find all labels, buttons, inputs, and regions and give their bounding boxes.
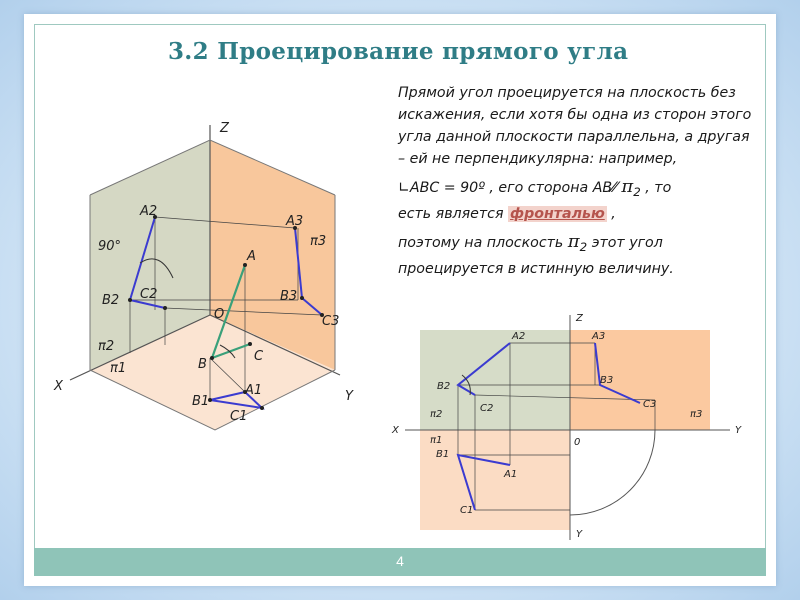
axo-pi3-label: π3: [310, 234, 327, 249]
axo-b3-label: B3: [280, 289, 298, 304]
epure-frontal-plane: [420, 330, 570, 430]
pi-symbol: π: [621, 176, 634, 197]
pi-subscript: 2: [633, 184, 641, 199]
description-line2: [398, 176, 758, 203]
frontal-term-link[interactable]: фронталью: [510, 205, 605, 222]
pi2-subscript: 2: [579, 239, 588, 254]
epure-pi2-label: π2: [430, 409, 443, 420]
description-para3: [398, 231, 758, 280]
epure-y-bottom-label: Y: [576, 529, 583, 540]
epure-diagram: [380, 305, 760, 545]
epure-x-label: X: [392, 425, 399, 436]
line3-lead: есть является: [398, 205, 504, 222]
epure-c1-label: C1: [460, 505, 474, 516]
epure-o-label: 0: [574, 437, 581, 448]
axo-pi1-label: π1: [110, 361, 127, 376]
epure-a3-label: A3: [592, 331, 606, 342]
para3-tail: этот угол проецируется в истинную величину.: [398, 234, 674, 277]
axo-z-label: Z: [220, 121, 229, 136]
axonometric-diagram: [40, 100, 370, 450]
para3-lead: поэтому на плоскость: [398, 234, 564, 251]
epure-c2-label: C2: [480, 403, 494, 414]
line3-tail: ,: [611, 205, 616, 222]
axo-a1-label: A1: [245, 383, 263, 398]
epure-profile-plane: [570, 330, 710, 430]
axo-b1-label: B1: [192, 394, 210, 409]
axo-a2-label: A2: [140, 204, 158, 219]
axo-c3-label: C3: [322, 314, 340, 329]
angle-statement: ∟ABC = 90º , его сторона AB⁄⁄: [398, 180, 617, 196]
pi2-symbol: π: [567, 230, 580, 252]
epure-z-label: Z: [576, 313, 583, 324]
epure-b1-label: B1: [436, 449, 450, 460]
axo-c-label: C: [254, 349, 264, 364]
description-para1: Прямой угол проецируется на плоскость без искажения, если хотя бы одна из сторон этого угла данной плоскости параллельна, а другая – ей не перпендикулярна: например,: [398, 85, 752, 167]
epure-b3-label: B3: [600, 375, 614, 386]
page-number: 4: [396, 553, 404, 569]
axo-o-label: O: [214, 307, 225, 322]
axo-b-label: B: [198, 357, 207, 372]
epure-c3-label: C3: [643, 399, 657, 410]
line2-tail: , то: [645, 180, 672, 196]
description-text: [398, 82, 758, 280]
axo-x-label: X: [54, 379, 63, 394]
axo-a3-label: A3: [286, 214, 304, 229]
footer-bar: [34, 548, 766, 576]
epure-a1-label: A1: [504, 469, 518, 480]
axo-angle-label: 90°: [98, 239, 122, 254]
epure-y-right-label: Y: [735, 425, 742, 436]
axo-c1-label: C1: [230, 409, 248, 424]
axo-a-label: A: [247, 249, 256, 264]
slide-title: 3.2 Проецирование прямого угла: [168, 38, 629, 65]
axo-c2-label: C2: [140, 287, 158, 302]
epure-a2-label: A2: [512, 331, 526, 342]
epure-pi3-label: π3: [690, 409, 703, 420]
epure-horizontal-plane: [420, 430, 570, 530]
epure-pi1-label: π1: [430, 435, 443, 446]
description-line3: [398, 203, 758, 225]
epure-b2-label: B2: [437, 381, 451, 392]
axo-pi2-label: π2: [98, 339, 115, 354]
axo-b2-label: B2: [102, 293, 120, 308]
axo-y-label: Y: [345, 389, 353, 404]
